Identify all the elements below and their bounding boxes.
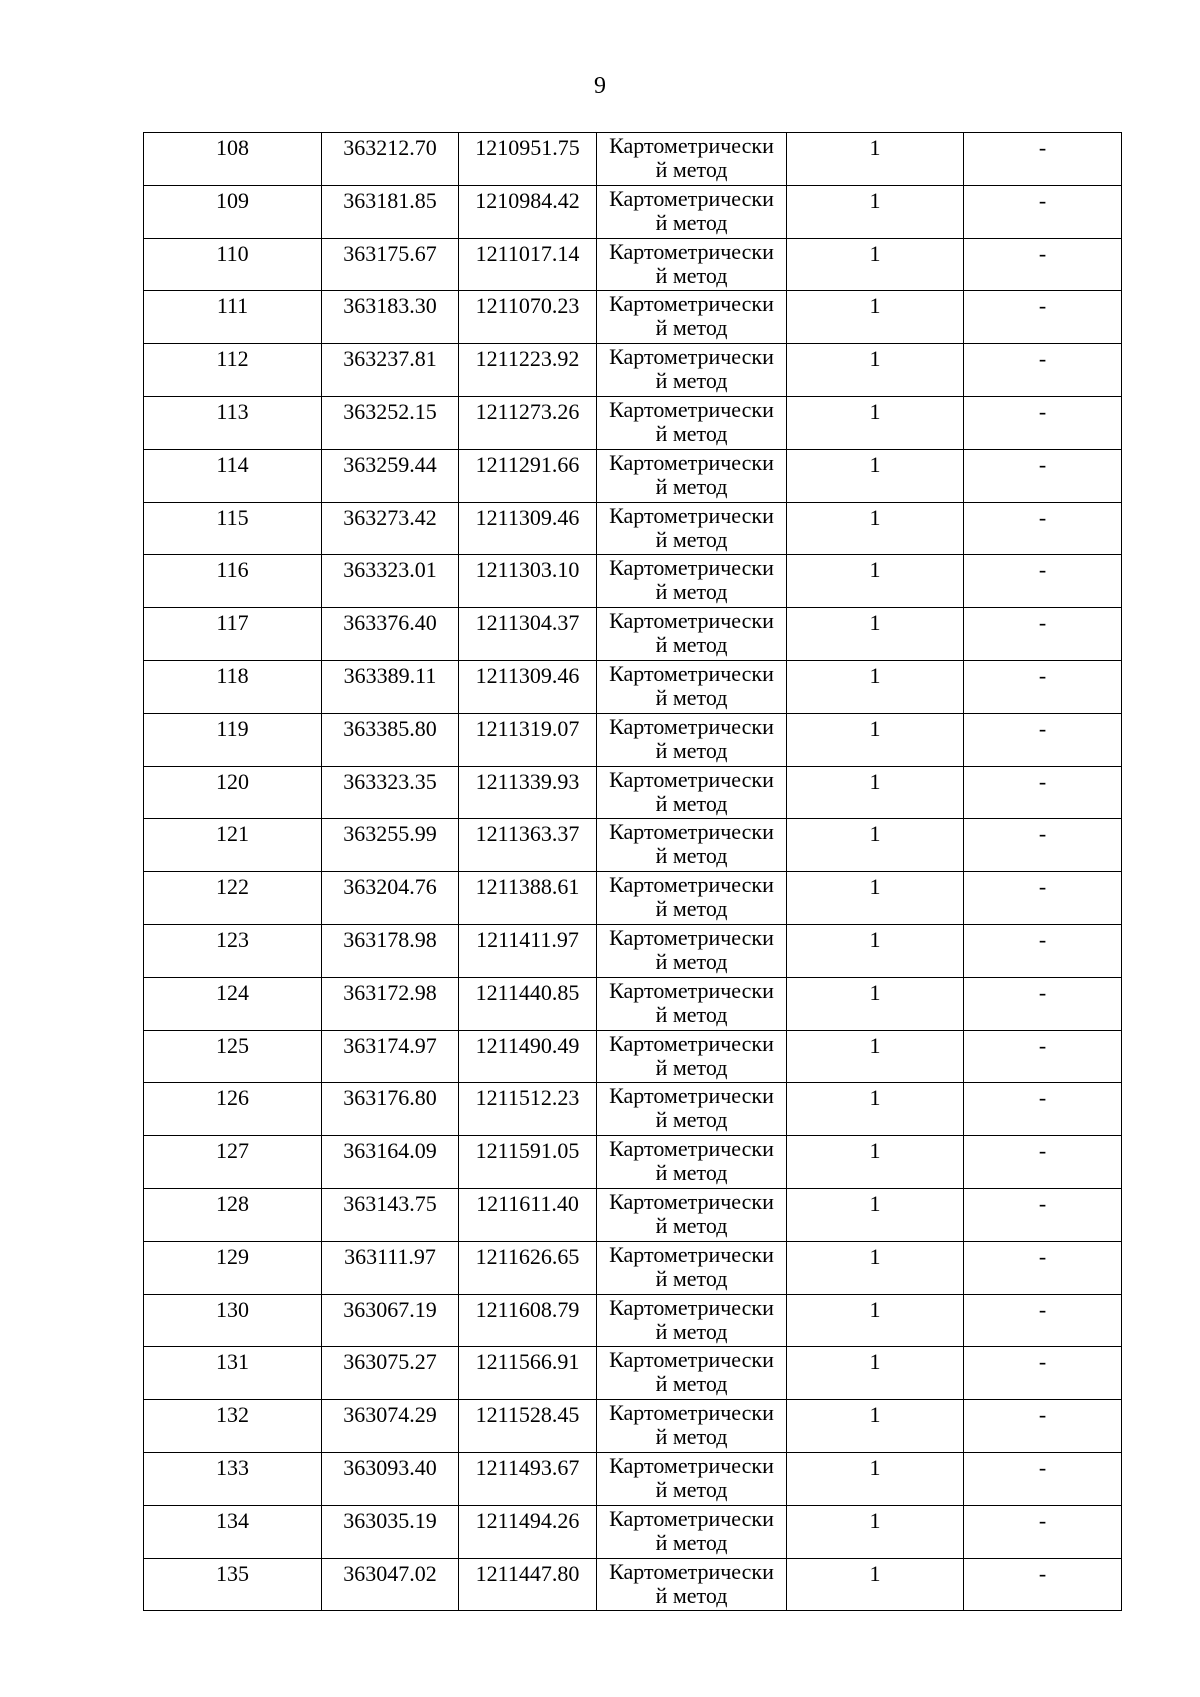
method-cell [597, 238, 787, 291]
method-text-line-2: й метод [655, 1477, 728, 1502]
accuracy-cell: 1 [787, 608, 964, 661]
method-text-line-2: й метод [655, 1266, 728, 1291]
accuracy-cell: 1 [787, 396, 964, 449]
x-coordinate-cell: 363172.98 [322, 977, 459, 1030]
table-row [144, 1452, 1122, 1505]
y-coordinate-cell: 1211493.67 [459, 1452, 597, 1505]
accuracy-cell: 1 [787, 660, 964, 713]
y-coordinate-cell: 1211309.46 [459, 660, 597, 713]
point-number-cell: 115 [144, 502, 322, 555]
y-coordinate-cell: 1211447.80 [459, 1558, 597, 1611]
table-row [144, 344, 1122, 397]
method-text-line-2: й метод [655, 421, 728, 446]
x-coordinate-cell: 363047.02 [322, 1558, 459, 1611]
method-cell [597, 1241, 787, 1294]
y-coordinate-cell: 1210984.42 [459, 185, 597, 238]
method-cell [597, 1294, 787, 1347]
table-row [144, 1030, 1122, 1083]
method-text-line-1: Картометрически [609, 1241, 774, 1267]
point-number-cell: 123 [144, 924, 322, 977]
x-coordinate-cell: 363376.40 [322, 608, 459, 661]
x-coordinate-cell: 363183.30 [322, 291, 459, 344]
accuracy-cell: 1 [787, 344, 964, 397]
method-cell [597, 185, 787, 238]
point-number-cell: 121 [144, 819, 322, 872]
point-number-cell: 133 [144, 1452, 322, 1505]
y-coordinate-cell: 1211626.65 [459, 1241, 597, 1294]
method-text-line-2: й метод [655, 158, 728, 182]
method-text-line-2: й метод [655, 844, 728, 869]
point-number-cell: 125 [144, 1030, 322, 1083]
method-text-line-2: й метод [655, 474, 728, 499]
note-cell: - [964, 1083, 1122, 1136]
point-number-cell: 116 [144, 555, 322, 608]
x-coordinate-cell: 363237.81 [322, 344, 459, 397]
accuracy-cell: 1 [787, 1294, 964, 1347]
accuracy-cell: 1 [787, 185, 964, 238]
method-text-line-1: Картометрически [609, 1347, 774, 1373]
method-text-line-1: Картометрически [609, 1558, 774, 1584]
note-cell: - [964, 1505, 1122, 1558]
note-cell: - [964, 1400, 1122, 1453]
method-text-line-2: й метод [655, 1108, 728, 1133]
method-text-line-2: й метод [655, 1372, 728, 1397]
method-text-line-2: й метод [655, 1425, 728, 1450]
method-cell [597, 291, 787, 344]
table-row [144, 238, 1122, 291]
accuracy-cell: 1 [787, 924, 964, 977]
y-coordinate-cell: 1211319.07 [459, 713, 597, 766]
method-text-line-1: Картометрически [609, 766, 774, 792]
table-row [144, 1188, 1122, 1241]
note-cell: - [964, 713, 1122, 766]
method-cell [597, 713, 787, 766]
method-text-line-1: Картометрически [609, 291, 774, 317]
y-coordinate-cell: 1211490.49 [459, 1030, 597, 1083]
point-number-cell: 112 [144, 344, 322, 397]
y-coordinate-cell: 1211303.10 [459, 555, 597, 608]
accuracy-cell: 1 [787, 502, 964, 555]
point-number-cell: 118 [144, 660, 322, 713]
method-text-line-1: Картометрически [609, 344, 774, 370]
y-coordinate-cell: 1211304.37 [459, 608, 597, 661]
note-cell: - [964, 1188, 1122, 1241]
method-text-line-1: Картометрически [609, 660, 774, 686]
table-row [144, 502, 1122, 555]
method-text-line-2: й метод [655, 1213, 728, 1238]
method-cell [597, 133, 787, 186]
method-text-line-1: Картометрически [609, 1452, 774, 1478]
method-cell [597, 1188, 787, 1241]
y-coordinate-cell: 1211070.23 [459, 291, 597, 344]
method-text-line-2: й метод [655, 1530, 728, 1555]
x-coordinate-cell: 363143.75 [322, 1188, 459, 1241]
accuracy-cell: 1 [787, 238, 964, 291]
table-row [144, 1347, 1122, 1400]
point-number-cell: 108 [144, 133, 322, 186]
method-text-line-2: й метод [655, 1055, 728, 1080]
note-cell: - [964, 1294, 1122, 1347]
point-number-cell: 122 [144, 872, 322, 925]
method-text-line-2: й метод [655, 263, 728, 288]
y-coordinate-cell: 1211611.40 [459, 1188, 597, 1241]
method-text-line-2: й метод [655, 738, 728, 763]
accuracy-cell: 1 [787, 1030, 964, 1083]
point-number-cell: 110 [144, 238, 322, 291]
y-coordinate-cell: 1211608.79 [459, 1294, 597, 1347]
x-coordinate-cell: 363178.98 [322, 924, 459, 977]
accuracy-cell: 1 [787, 1083, 964, 1136]
accuracy-cell: 1 [787, 133, 964, 186]
accuracy-cell: 1 [787, 1188, 964, 1241]
method-text-line-1: Картометрически [609, 396, 774, 422]
method-text-line-1: Картометрически [609, 1188, 774, 1214]
accuracy-cell: 1 [787, 766, 964, 819]
accuracy-cell: 1 [787, 819, 964, 872]
note-cell: - [964, 502, 1122, 555]
method-text-line-2: й метод [655, 1319, 728, 1344]
point-number-cell: 130 [144, 1294, 322, 1347]
y-coordinate-cell: 1211494.26 [459, 1505, 597, 1558]
table-row [144, 819, 1122, 872]
method-cell [597, 1136, 787, 1189]
x-coordinate-cell: 363323.35 [322, 766, 459, 819]
method-text-line-2: й метод [655, 527, 728, 552]
table-row [144, 1083, 1122, 1136]
y-coordinate-cell: 1211223.92 [459, 344, 597, 397]
note-cell: - [964, 185, 1122, 238]
point-number-cell: 124 [144, 977, 322, 1030]
table-row [144, 396, 1122, 449]
note-cell: - [964, 133, 1122, 186]
y-coordinate-cell: 1211566.91 [459, 1347, 597, 1400]
point-number-cell: 120 [144, 766, 322, 819]
x-coordinate-cell: 363093.40 [322, 1452, 459, 1505]
x-coordinate-cell: 363204.76 [322, 872, 459, 925]
method-text-line-1: Картометрически [609, 1083, 774, 1109]
point-number-cell: 131 [144, 1347, 322, 1400]
method-cell [597, 1558, 787, 1611]
y-coordinate-cell: 1211339.93 [459, 766, 597, 819]
method-text-line-2: й метод [655, 316, 728, 341]
method-text-line-2: й метод [655, 1161, 728, 1186]
accuracy-cell: 1 [787, 713, 964, 766]
table-row [144, 555, 1122, 608]
x-coordinate-cell: 363385.80 [322, 713, 459, 766]
x-coordinate-cell: 363111.97 [322, 1241, 459, 1294]
x-coordinate-cell: 363075.27 [322, 1347, 459, 1400]
note-cell: - [964, 819, 1122, 872]
method-text-line-1: Картометрически [609, 555, 774, 581]
x-coordinate-cell: 363259.44 [322, 449, 459, 502]
note-cell: - [964, 1030, 1122, 1083]
method-cell [597, 449, 787, 502]
method-text-line-1: Картометрически [609, 977, 774, 1003]
point-number-cell: 111 [144, 291, 322, 344]
accuracy-cell: 1 [787, 1558, 964, 1611]
method-text-line-1: Картометрически [609, 449, 774, 475]
note-cell: - [964, 766, 1122, 819]
y-coordinate-cell: 1211273.26 [459, 396, 597, 449]
method-cell [597, 1505, 787, 1558]
accuracy-cell: 1 [787, 1452, 964, 1505]
table-row [144, 1505, 1122, 1558]
x-coordinate-cell: 363252.15 [322, 396, 459, 449]
y-coordinate-cell: 1211512.23 [459, 1083, 597, 1136]
method-text-line-2: й метод [655, 1583, 728, 1608]
x-coordinate-cell: 363323.01 [322, 555, 459, 608]
y-coordinate-cell: 1211440.85 [459, 977, 597, 1030]
method-text-line-1: Картометрически [609, 924, 774, 950]
method-text-line-1: Картометрически [609, 608, 774, 634]
coordinates-table-body [144, 133, 1122, 1611]
method-cell [597, 1083, 787, 1136]
method-cell [597, 1452, 787, 1505]
x-coordinate-cell: 363174.97 [322, 1030, 459, 1083]
y-coordinate-cell: 1211411.97 [459, 924, 597, 977]
table-row [144, 608, 1122, 661]
method-text-line-1: Картометрически [609, 502, 774, 528]
table-row [144, 713, 1122, 766]
note-cell: - [964, 608, 1122, 661]
y-coordinate-cell: 1211017.14 [459, 238, 597, 291]
note-cell: - [964, 924, 1122, 977]
method-cell [597, 1400, 787, 1453]
method-cell [597, 1030, 787, 1083]
table-row [144, 1294, 1122, 1347]
method-text-line-1: Картометрически [609, 1400, 774, 1426]
point-number-cell: 126 [144, 1083, 322, 1136]
method-cell [597, 977, 787, 1030]
y-coordinate-cell: 1211388.61 [459, 872, 597, 925]
method-text-line-1: Картометрически [609, 1030, 774, 1056]
y-coordinate-cell: 1211591.05 [459, 1136, 597, 1189]
method-cell [597, 872, 787, 925]
point-number-cell: 135 [144, 1558, 322, 1611]
point-number-cell: 127 [144, 1136, 322, 1189]
point-number-cell: 114 [144, 449, 322, 502]
point-number-cell: 132 [144, 1400, 322, 1453]
method-cell [597, 555, 787, 608]
point-number-cell: 129 [144, 1241, 322, 1294]
table-row [144, 449, 1122, 502]
x-coordinate-cell: 363212.70 [322, 133, 459, 186]
y-coordinate-cell: 1211363.37 [459, 819, 597, 872]
table-row [144, 1241, 1122, 1294]
table-row [144, 660, 1122, 713]
table-row [144, 133, 1122, 186]
method-cell [597, 344, 787, 397]
accuracy-cell: 1 [787, 1505, 964, 1558]
x-coordinate-cell: 363175.67 [322, 238, 459, 291]
table-row [144, 766, 1122, 819]
x-coordinate-cell: 363164.09 [322, 1136, 459, 1189]
method-text-line-1: Картометрически [609, 1136, 774, 1162]
method-cell [597, 608, 787, 661]
x-coordinate-cell: 363255.99 [322, 819, 459, 872]
table-row [144, 872, 1122, 925]
method-cell [597, 924, 787, 977]
method-cell [597, 766, 787, 819]
point-number-cell: 109 [144, 185, 322, 238]
method-cell [597, 502, 787, 555]
method-cell [597, 819, 787, 872]
note-cell: - [964, 1136, 1122, 1189]
note-cell: - [964, 1241, 1122, 1294]
method-text-line-1: Картометрически [609, 819, 774, 845]
note-cell: - [964, 238, 1122, 291]
method-text-line-2: й метод [655, 897, 728, 922]
accuracy-cell: 1 [787, 977, 964, 1030]
method-text-line-2: й метод [655, 369, 728, 394]
table-row [144, 1136, 1122, 1189]
method-text-line-2: й метод [655, 580, 728, 605]
method-text-line-2: й метод [655, 633, 728, 658]
note-cell: - [964, 449, 1122, 502]
x-coordinate-cell: 363074.29 [322, 1400, 459, 1453]
note-cell: - [964, 660, 1122, 713]
table-row [144, 1558, 1122, 1611]
accuracy-cell: 1 [787, 291, 964, 344]
page-number: 9 [594, 73, 606, 99]
x-coordinate-cell: 363389.11 [322, 660, 459, 713]
method-text-line-1: Картометрически [609, 1294, 774, 1320]
coordinates-table [143, 132, 1122, 1611]
method-text-line-2: й метод [655, 949, 728, 974]
y-coordinate-cell: 1211528.45 [459, 1400, 597, 1453]
method-text-line-1: Картометрически [609, 872, 774, 898]
accuracy-cell: 1 [787, 1347, 964, 1400]
x-coordinate-cell: 363067.19 [322, 1294, 459, 1347]
accuracy-cell: 1 [787, 1400, 964, 1453]
method-cell [597, 660, 787, 713]
accuracy-cell: 1 [787, 449, 964, 502]
method-text-line-1: Картометрически [609, 238, 774, 264]
method-text-line-2: й метод [655, 791, 728, 816]
accuracy-cell: 1 [787, 555, 964, 608]
method-text-line-2: й метод [655, 1002, 728, 1027]
accuracy-cell: 1 [787, 1136, 964, 1189]
table-row [144, 1400, 1122, 1453]
method-text-line-1: Картометрически [609, 1505, 774, 1531]
note-cell: - [964, 1452, 1122, 1505]
table-row [144, 185, 1122, 238]
x-coordinate-cell: 363181.85 [322, 185, 459, 238]
x-coordinate-cell: 363273.42 [322, 502, 459, 555]
y-coordinate-cell: 1211291.66 [459, 449, 597, 502]
method-text-line-2: й метод [655, 685, 728, 710]
table-row [144, 291, 1122, 344]
note-cell: - [964, 555, 1122, 608]
method-cell [597, 1347, 787, 1400]
table-row [144, 924, 1122, 977]
method-text-line-1: Картометрически [609, 713, 774, 739]
note-cell: - [964, 1347, 1122, 1400]
x-coordinate-cell: 363035.19 [322, 1505, 459, 1558]
accuracy-cell: 1 [787, 1241, 964, 1294]
x-coordinate-cell: 363176.80 [322, 1083, 459, 1136]
note-cell: - [964, 291, 1122, 344]
point-number-cell: 117 [144, 608, 322, 661]
note-cell: - [964, 1558, 1122, 1611]
note-cell: - [964, 977, 1122, 1030]
note-cell: - [964, 344, 1122, 397]
point-number-cell: 128 [144, 1188, 322, 1241]
method-cell [597, 396, 787, 449]
y-coordinate-cell: 1211309.46 [459, 502, 597, 555]
point-number-cell: 134 [144, 1505, 322, 1558]
point-number-cell: 113 [144, 396, 322, 449]
note-cell: - [964, 396, 1122, 449]
note-cell: - [964, 872, 1122, 925]
accuracy-cell: 1 [787, 872, 964, 925]
method-text-line-1: Картометрически [609, 133, 774, 158]
table-row [144, 977, 1122, 1030]
point-number-cell: 119 [144, 713, 322, 766]
method-text-line-1: Картометрически [609, 185, 774, 211]
y-coordinate-cell: 1210951.75 [459, 133, 597, 186]
method-text-line-2: й метод [655, 210, 728, 235]
